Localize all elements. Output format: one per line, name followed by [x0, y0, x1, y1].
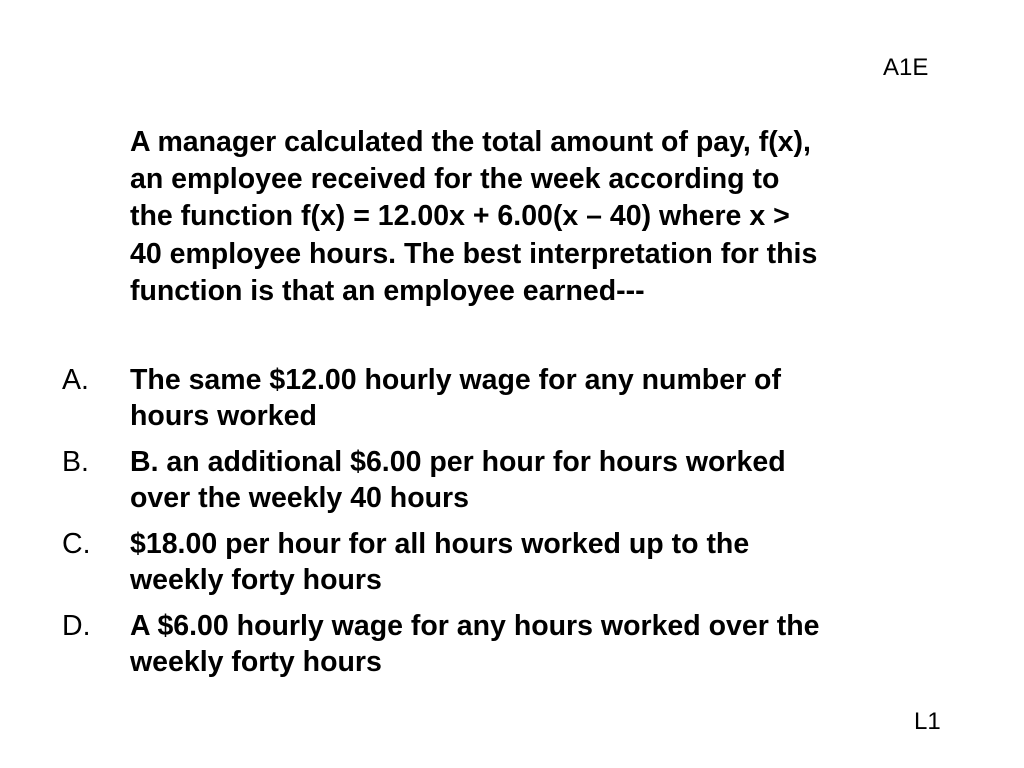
question-line: the function f(x) = 12.00x + 6.00(x – 40) where x >	[130, 200, 790, 233]
question-line: an employee received for the week according to	[130, 163, 780, 196]
option-text-line: hours worked	[130, 400, 317, 432]
question-line: A manager calculated the total amount of pay, f(x),	[130, 126, 811, 158]
option-letter: B.	[62, 446, 89, 478]
slide-code-bottom: L1	[914, 708, 941, 735]
option-letter: C.	[62, 528, 91, 560]
option-text-line: B. an additional $6.00 per hour for hours worked	[130, 446, 786, 478]
question-line: function is that an employee earned---	[130, 274, 645, 307]
option-letter: D.	[62, 610, 91, 642]
question-text	[130, 124, 970, 310]
option-letter: A.	[62, 364, 89, 396]
option-text-line: A $6.00 hourly wage for any hours worked over the	[130, 610, 820, 642]
option-text-line: weekly forty hours	[130, 564, 382, 596]
option-c	[62, 526, 972, 598]
option-text-line: over the weekly 40 hours	[130, 482, 469, 514]
option-text-line: $18.00 per hour for all hours worked up to the	[130, 528, 750, 560]
option-a	[62, 362, 972, 434]
option-b	[62, 444, 972, 516]
slide-code-top: A1E	[883, 54, 929, 81]
option-d	[62, 608, 972, 680]
option-text-line: The same $12.00 hourly wage for any number of	[130, 364, 781, 396]
option-text-line: weekly forty hours	[130, 646, 382, 678]
question-line: 40 employee hours. The best interpretation for this	[130, 237, 818, 270]
answer-options	[62, 362, 972, 690]
